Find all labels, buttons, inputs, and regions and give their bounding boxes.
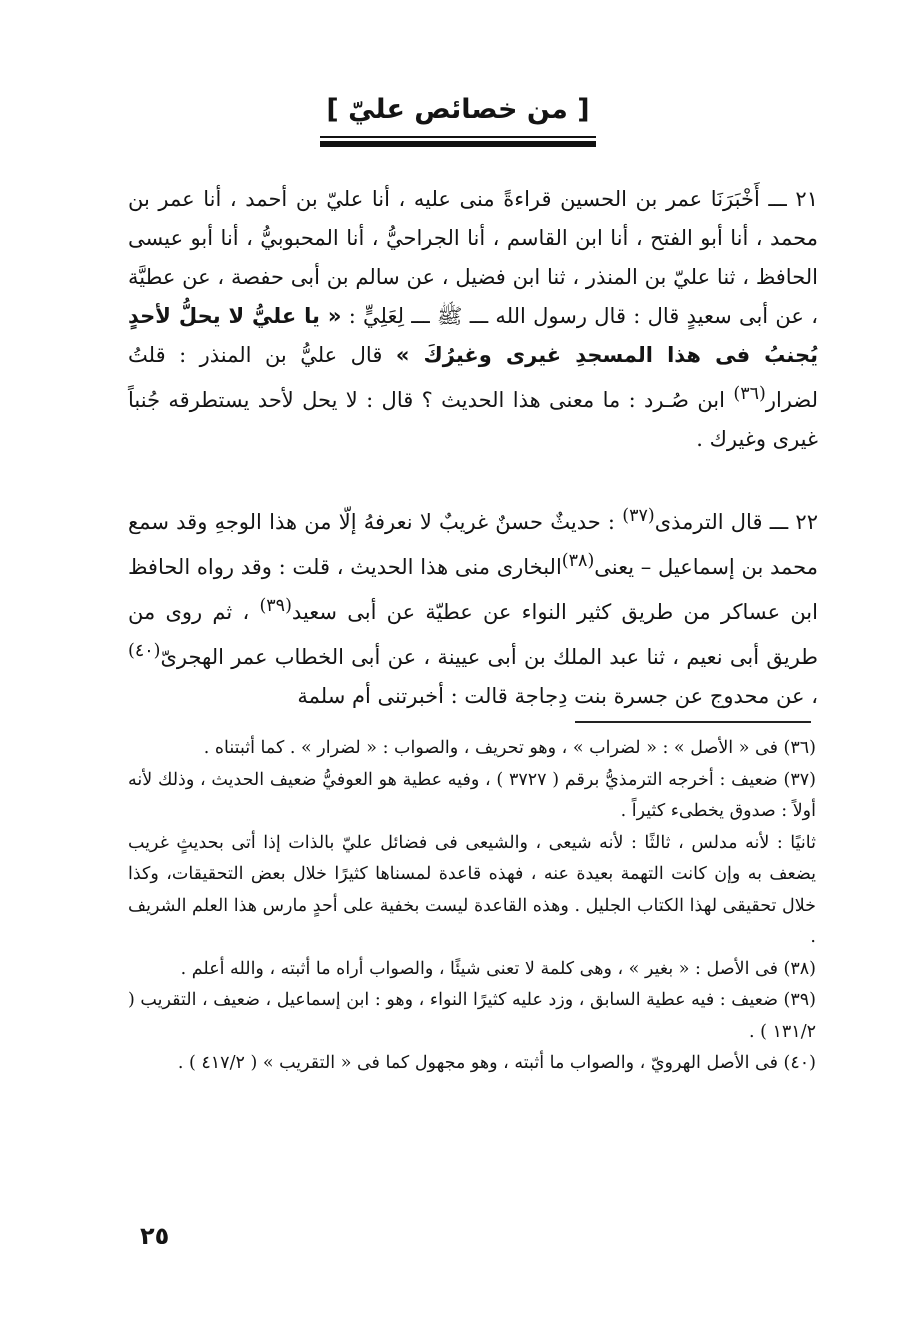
footnote-number: (٣٨) xyxy=(783,958,816,979)
paragraph-number: ٢٢ ـــ xyxy=(769,510,818,534)
footnote-37 xyxy=(128,765,816,828)
paragraph-text: البخارى منى هذا الحديث ، قلت : وقد رواه الحافظ ابن عساكر من طريق كثير النواء عن عطيّة عن أبى سعيد xyxy=(128,555,818,624)
chapter-header xyxy=(320,88,596,147)
footnote-text: فى « الأصل » : « لضراب » ، وهو تحريف ، والصواب : « لضرار » . كما أثبتناه . xyxy=(203,738,778,758)
footnote-ref: (٤٠) xyxy=(128,641,161,661)
paragraph-text: قال عليُّ بن المنذر : قلتُ لضرار xyxy=(128,343,818,412)
paragraph-text: ابن صُـرد : ما معنى هذا الحديث ؟ قال : لا يحل لأحد يستطرقه جُنباً غيرى وغيرك . xyxy=(128,388,818,451)
paragraph-number: ٢١ ـــ xyxy=(768,187,818,211)
header-rule-thick xyxy=(320,141,596,147)
footnote-number: (٣٩) xyxy=(783,990,816,1010)
footnote-ref: (٣٩) xyxy=(259,596,292,616)
chapter-title: [ من خصائص عليّ ] xyxy=(326,94,590,125)
footnote-36 xyxy=(128,733,816,765)
footnote-text: ضعيف : فيه عطية السابق ، وزد عليه كثيرًا النواء ، وهو : ابن إسماعيل ، ضعيف ، التقريب ( ١٣١/٢ ) . xyxy=(128,990,816,1042)
paragraph-text: قال الترمذى xyxy=(654,510,763,534)
footnote-number: (٣٧) xyxy=(783,769,816,790)
hadith-quote: « يا عليُّ لا يحلُّ لأحدٍ يُجنبُ فى هذا المسجدِ غيرى وغيرُكَ » xyxy=(128,304,818,367)
page-number: ٢٥ xyxy=(140,1222,170,1250)
footnote-37-continued xyxy=(128,828,816,954)
footnote-text: ضعيف : أخرجه الترمذيُّ برقم ( ٣٧٢٧ ) ، وفيه عطية هو العوفيُّ ضعيف الحديث ، وذلك لأنه أولاً : صدوق يخطىء كثيراً . xyxy=(128,769,816,821)
footnote-text: فى الأصل الهرويّ ، والصواب ما أثبته ، وهو مجهول كما فى « التقريب » ( ٤١٧/٢ ) . xyxy=(177,1053,778,1073)
footnote-text: ثانيًا : لأنه مدلس ، ثالثًا : لأنه شيعى ، والشيعى فى فضائل عليّ بالذات إذا أتى بحديثٍ غريب يضعف به وإن كانت التهمة بعيدة عنه ، فهذه قاعدة لمسناها كثيرًا خلال بعض التحقيقات، وكذا خلال تحقيقى لهذا الكتاب الجليل . وهذه القاعدة ليست بخفية على أحدٍ مارس هذا العلم الشريف . xyxy=(128,832,816,947)
footnote-ref: (٣٦) xyxy=(733,384,766,404)
footnote-text: فى الأصل : « بغير » ، وهى كلمة لا تعنى شيئًا ، والصواب أراه ما أثبته ، والله أعلم . xyxy=(180,958,778,979)
footnote-number: (٣٦) xyxy=(783,738,816,758)
header-rule-thin xyxy=(320,136,596,138)
paragraph-text: ، عن محدوج عن جسرة بنت دِجاجة قالت : أخبرتنى أم سلمة xyxy=(297,684,818,708)
footnote-ref: (٣٧) xyxy=(622,506,655,526)
paragraph-text: ، ثم روى من طريق أبى نعيم ، ثنا عبد الملك بن أبى عيينة ، عن أبى الخطاب عمر الهجرىّ xyxy=(128,600,818,669)
footnotes xyxy=(128,733,816,1080)
footnote-39 xyxy=(128,985,816,1048)
footnote-38 xyxy=(128,954,816,986)
paragraph-text: أَخْبَرَنَا عمر بن الحسين قراءةً منى عليه ، أنا عليّ بن أحمد ، أنا عمر بن محمد ، أنا أبو الفتح ، أنا ابن القاسم ، أنا الجراحيُّ ، أنا المحبوبيُّ ، أنا أبو عيسى الحافظ ، ثنا عليّ بن المنذر ، ثنا ابن فضيل ، عن سالم بن أبى حفصة ، عن عطيَّة ، عن أبى سعيدٍ قال : قال رسول الله ـــ ﷺ ـــ لِعَلِيٍّ : xyxy=(128,187,819,328)
paragraph-21 xyxy=(128,180,818,459)
footnote-number: (٤٠) xyxy=(783,1053,816,1073)
footnote-divider xyxy=(575,721,811,723)
paragraph-22 xyxy=(128,497,818,716)
paragraph-text: : حديثٌ حسنٌ غريبٌ لا نعرفهُ إلّا من هذا الوجهِ وقد سمع محمد بن إسماعيل – يعنى xyxy=(128,510,818,579)
footnote-40 xyxy=(128,1048,816,1080)
footnote-ref: (٣٨) xyxy=(561,551,595,571)
